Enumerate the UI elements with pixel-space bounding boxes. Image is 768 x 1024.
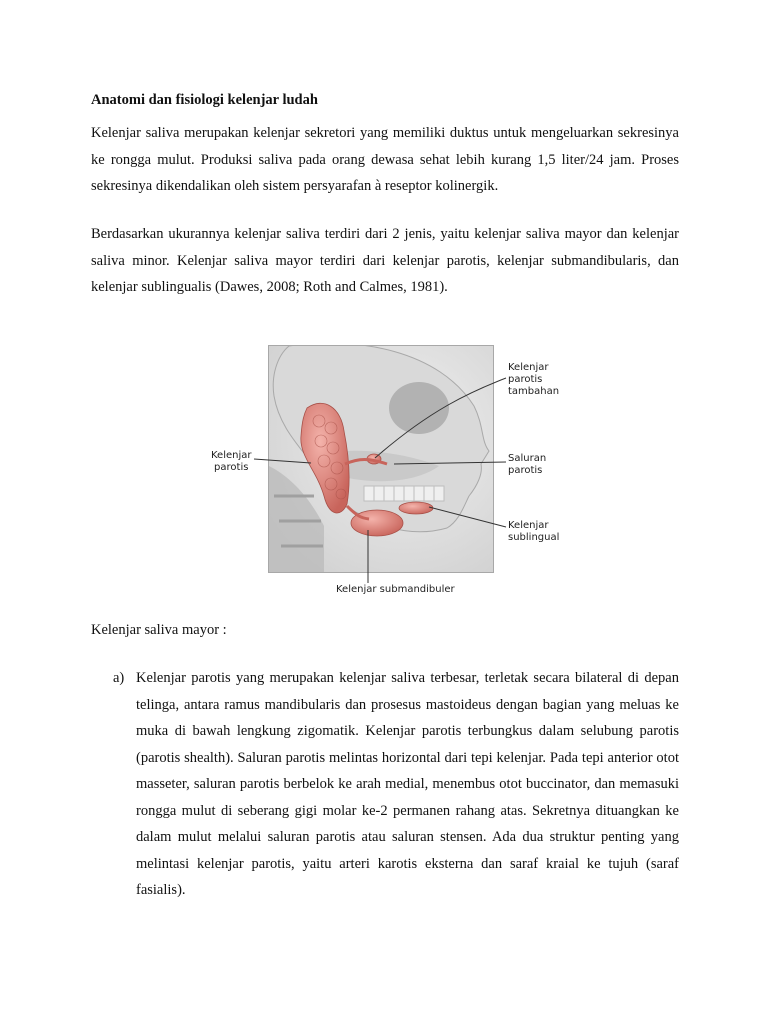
label-line: Kelenjar	[508, 362, 549, 373]
label-line: parotis	[214, 462, 249, 473]
label-line: parotis	[508, 465, 543, 476]
list-item-text: Kelenjar parotis yang merupakan kelenjar saliva terbesar, terletak secara bilateral di depan telinga, antara ramus mandibularis dan prosesus mastoideus dengan bagian yang meluas ke muka di bawah lengkung zigomatik. Kelenjar parotis terbungkus dalam selubung parotis (parotis shealth). Saluran parotis melintas horizontal dari tepi kelenjar. Pada tepi anterior otot masseter, saluran parotis berbelok ke arah medial, menembus otot buccinator, dan memasuki rongga mulut di seberang gigi molar ke-2 permanen rahang atas. Sekretnya dituangkan ke dalam mulut melalui saluran parotis atau saluran stensen. Ada dua struktur penting yang melintasi kelenjar parotis, yaitu arteri karotis eksterna dan saraf kraial ke tujuh (saraf fasialis).	[136, 670, 679, 898]
label-parotis-tambahan	[508, 362, 559, 398]
skull-illustration	[269, 346, 493, 572]
label-line: tambahan	[508, 386, 560, 397]
anatomy-illustration	[268, 345, 494, 573]
label-line: Kelenjar	[211, 450, 252, 461]
label-kelenjar-sublingual	[508, 520, 559, 544]
label-line: Kelenjar submandibuler	[336, 584, 455, 595]
paragraph-2: Berdasarkan ukurannya kelenjar saliva terdiri dari 2 jenis, yaitu kelenjar saliva mayor dan kelenjar saliva minor. Kelenjar saliva mayor terdiri dari kelenjar parotis, kelenjar submandibularis, dan kelenjar sublingualis (Dawes, 2008; Roth and Calmes, 1981).	[91, 226, 679, 295]
label-line: parotis	[508, 374, 543, 385]
subheading: Kelenjar saliva mayor :	[91, 622, 227, 638]
label-kelenjar-parotis	[211, 450, 252, 474]
list-marker: a)	[113, 670, 125, 686]
label-line: sublingual	[508, 532, 560, 543]
section-heading: Anatomi dan fisiologi kelenjar ludah	[91, 92, 318, 108]
label-kelenjar-submandibuler	[336, 584, 455, 596]
label-line: Kelenjar	[508, 520, 549, 531]
label-line: Saluran	[508, 453, 547, 464]
paragraph-1: Kelenjar saliva merupakan kelenjar sekretori yang memiliki duktus untuk mengeluarkan sekresinya ke rongga mulut. Produksi saliva pada orang dewasa sehat lebih kurang 1,5 liter/24 jam. Proses sekresinya dikendalikan oleh sistem persyarafan à reseptor kolinergik.	[91, 125, 679, 194]
label-saluran-parotis	[508, 453, 546, 477]
